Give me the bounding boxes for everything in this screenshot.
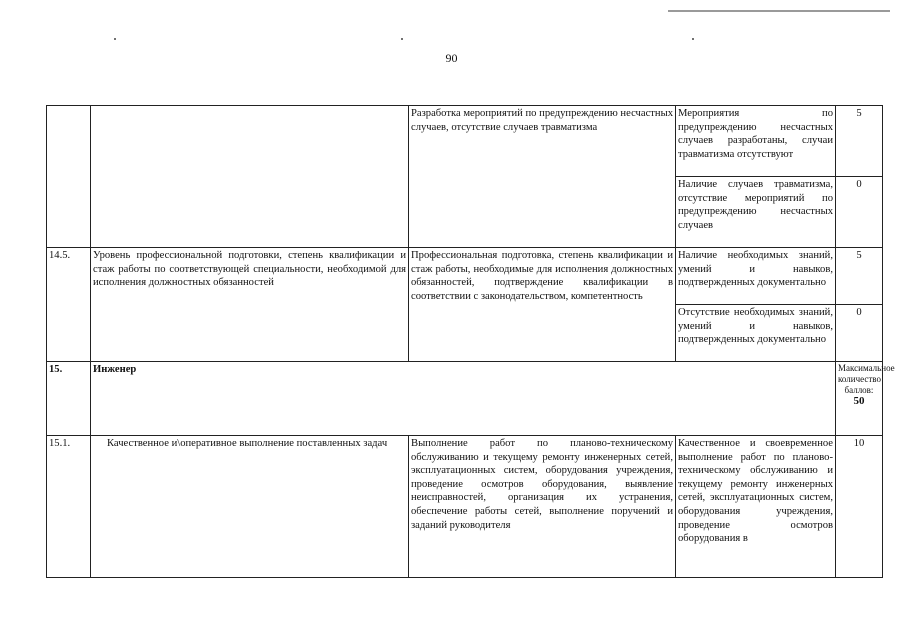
scan-speck xyxy=(692,38,694,40)
criterion-cell: Разработка мероприятий по предупреждению несчастных случаев, отсутствие случаев травматизма xyxy=(409,106,676,248)
scan-artifact-line xyxy=(668,10,890,12)
max-points-value: 50 xyxy=(853,395,865,407)
table-row xyxy=(47,106,883,177)
max-points-cell xyxy=(836,362,895,436)
indicator-name-cell: Уровень профессиональной подготовки, степень квалификации и стаж работы по соответствующей специальности, необходимой для исполнения должностных обязанностей xyxy=(91,248,409,362)
points-cell: 5 xyxy=(836,106,883,177)
indicator-name-cell: Качественное и\оперативное выполнение поставленных задач xyxy=(91,436,409,578)
indicator-condition-cell: Наличие необходимых знаний, умений и навыков, подтвержденных документально xyxy=(676,248,836,305)
section-number-cell: 15. xyxy=(47,362,91,436)
table-row xyxy=(47,248,883,305)
points-cell: 10 xyxy=(836,436,883,578)
indicator-name-cell xyxy=(91,106,409,248)
points-cell: 5 xyxy=(836,248,883,305)
max-points-label: Максимальное количество баллов: xyxy=(838,363,895,395)
criterion-cell: Профессиональная подготовка, степень квалификации и стаж работы, необходимые для исполнения должностных обязанностей, подтверждение квалификации в соответствии с законодательством, компетентность xyxy=(409,248,676,362)
row-number-cell: 14.5. xyxy=(47,248,91,362)
row-number-cell: 15.1. xyxy=(47,436,91,578)
criterion-cell: Выполнение работ по планово-техническому обслуживанию и текущему ремонту инженерных сетей, эксплуатационных систем, оборудования учреждения, проведение осмотров оборудования, выявление неисправностей, организация их устранения, обеспечение работы сетей, выполнение поручений и заданий руководителя xyxy=(409,436,676,578)
page-number: 90 xyxy=(445,51,458,65)
scan-speck xyxy=(401,38,403,40)
points-cell: 0 xyxy=(836,305,883,362)
table-row xyxy=(47,436,883,578)
scan-speck xyxy=(114,38,116,40)
section-title-cell: Инженер xyxy=(91,362,836,436)
indicator-condition-cell: Наличие случаев травматизма, отсутствие мероприятий по предупреждению несчастных случаев xyxy=(676,177,836,248)
indicator-condition-cell: Отсутствие необходимых знаний, умений и навыков, подтвержденных документально xyxy=(676,305,836,362)
criteria-table xyxy=(46,105,895,578)
table-row xyxy=(47,362,883,436)
indicator-condition-cell: Качественное и своевременное выполнение работ по планово-техническому обслуживанию и текущему ремонту инженерных сетей, эксплуатационных систем, оборудования учреждения, проведение осмотров оборудования в xyxy=(676,436,836,578)
indicator-condition-cell: Мероприятия по предупреждению несчастных случаев разработаны, случаи травматизма отсутствуют xyxy=(676,106,836,177)
row-number-cell xyxy=(47,106,91,248)
points-cell: 0 xyxy=(836,177,883,248)
